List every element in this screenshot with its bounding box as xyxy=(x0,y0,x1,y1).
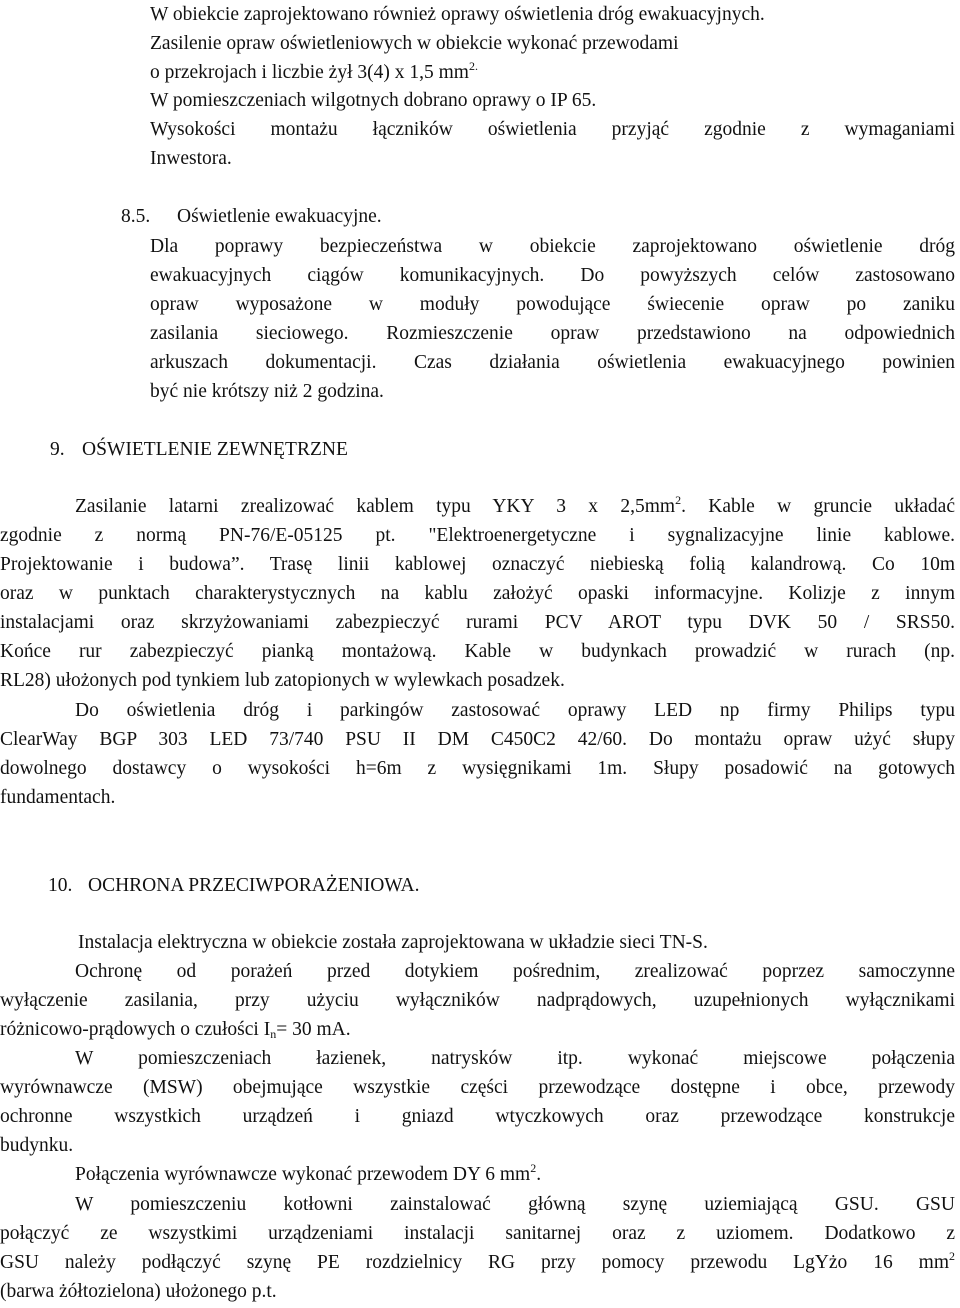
section-title: Oświetlenie ewakuacyjne. xyxy=(177,206,382,227)
section-title: OŚWIETLENIE ZEWNĘTRZNE xyxy=(82,439,348,460)
paragraph-line: RL28) ułożonych pod tynkiem lub zatopionych w wylewkach posadzek. xyxy=(0,670,565,691)
paragraph-line: połączyć ze wszystkimi urządzeniami instalacji sanitarnej oraz z uziomem. Dodatkowo z xyxy=(0,1223,955,1244)
paragraph-line: ClearWay BGP 303 LED 73/740 PSU II DM C450C2 42/60. Do montażu opraw użyć słupy xyxy=(0,729,955,750)
paragraph-line: fundamentach. xyxy=(0,787,116,808)
paragraph-line: ewakuacyjnych ciągów komunikacyjnych. Do powyższych celów zastosowano xyxy=(150,265,955,286)
paragraph-line: wyłączenie zasilania, przy użyciu wyłączników nadprądowych, uzupełnionych wyłącznikami xyxy=(0,990,955,1011)
paragraph-line: dowolnego dostawcy o wysokości h=6m z wysięgnikami 1m. Słupy posadowić na gotowych xyxy=(0,758,955,779)
paragraph-line: Inwestora. xyxy=(150,148,232,169)
paragraph-line: Instalacja elektryczna w obiekcie została zaprojektowana w układzie sieci TN-S. xyxy=(78,932,708,953)
paragraph-line: W pomieszczeniach wilgotnych dobrano oprawy o IP 65. xyxy=(150,90,597,111)
paragraph-line: Połączenia wyrównawcze wykonać przewodem DY 6 $mm^2$. xyxy=(75,1161,542,1185)
paragraph-line: o przekrojach i liczbie żył 3(4) x 1,5 $mm^{2.}$ xyxy=(150,59,478,83)
paragraph-line: Końce rur zabezpieczyć pianką montażową. Kable w budynkach prowadzić w rurach (np. xyxy=(0,641,955,662)
paragraph-line: Dla poprawy bezpieczeństwa w obiekcie zaprojektowano oświetlenie dróg xyxy=(150,236,955,257)
paragraph-line: instalacjami oraz skrzyżowaniami zabezpieczyć rurami PCV AROT typu DVK 50 / SRS50. xyxy=(0,612,955,633)
section-title: OCHRONA PRZECIWPORAŻENIOWA. xyxy=(88,875,420,896)
paragraph-line: różnicowo-prądowych o czułości $I_n= 30$ mA. xyxy=(0,1019,351,1041)
paragraph-line: być nie krótszy niż 2 godzina. xyxy=(150,381,384,402)
paragraph-line: arkuszach dokumentacji. Czas działania oświetlenia ewakuacyjnego powinien xyxy=(150,352,955,373)
paragraph-line: W pomieszczeniu kotłowni zainstalować główną szynę uziemiającą GSU. GSU xyxy=(75,1194,955,1215)
section-number: 9. xyxy=(50,439,65,460)
paragraph-line: ochronne wszystkich urządzeń i gniazd wtyczkowych oraz przewodzące konstrukcje xyxy=(0,1106,955,1127)
paragraph-line: Zasilenie opraw oświetleniowych w obiekcie wykonać przewodami xyxy=(150,33,679,54)
paragraph-line: zgodnie z normą PN-76/E-05125 pt. "Elektroenergetyczne i sygnalizacyjne linie kablowe. xyxy=(0,525,955,546)
paragraph-line: opraw wyposażone w moduły powodujące świecenie opraw po zaniku xyxy=(150,294,955,315)
paragraph-line: Projektowanie i budowa”. Trasę linii kablowej oznaczyć niebieską folią kalandrową. Co 10m xyxy=(0,554,955,575)
paragraph-line: Zasilanie latarni zrealizować kablem typu YKY 3 x $2,5mm^2$. Kable w gruncie układać xyxy=(75,493,955,517)
paragraph-line: wyrównawcze (MSW) obejmujące wszystkie części przewodzące dostępne i obce, przewody xyxy=(0,1077,955,1098)
paragraph-line: oraz w punktach charakterystycznych na kablu założyć opaski informacyjne. Kolizje z innym xyxy=(0,583,955,604)
paragraph-line: budynku. xyxy=(0,1135,74,1156)
paragraph-line: W pomieszczeniach łazienek, natrysków itp. wykonać miejscowe połączenia xyxy=(75,1048,955,1069)
paragraph-line: W obiekcie zaprojektowano również oprawy oświetlenia dróg ewakuacyjnych. xyxy=(150,4,765,25)
paragraph-line: (barwa żółtozielona) ułożonego p.t. xyxy=(0,1281,277,1302)
section-number: 10. xyxy=(48,875,73,896)
paragraph-line: Ochronę od porażeń przed dotykiem pośrednim, zrealizować poprzez samoczynne xyxy=(75,961,955,982)
section-number: 8.5. xyxy=(121,206,151,227)
paragraph-line: GSU należy podłączyć szynę PE rozdzielnicy RG przy pomocy przewodu LgYżo 16 $mm^2$ xyxy=(0,1249,955,1273)
paragraph-line: Do oświetlenia dróg i parkingów zastosować oprawy LED np firmy Philips typu xyxy=(75,700,955,721)
paragraph-line: Wysokości montażu łączników oświetlenia przyjąć zgodnie z wymaganiami xyxy=(150,119,955,140)
paragraph-line: zasilania sieciowego. Rozmieszczenie opraw przedstawiono na odpowiednich xyxy=(150,323,955,344)
